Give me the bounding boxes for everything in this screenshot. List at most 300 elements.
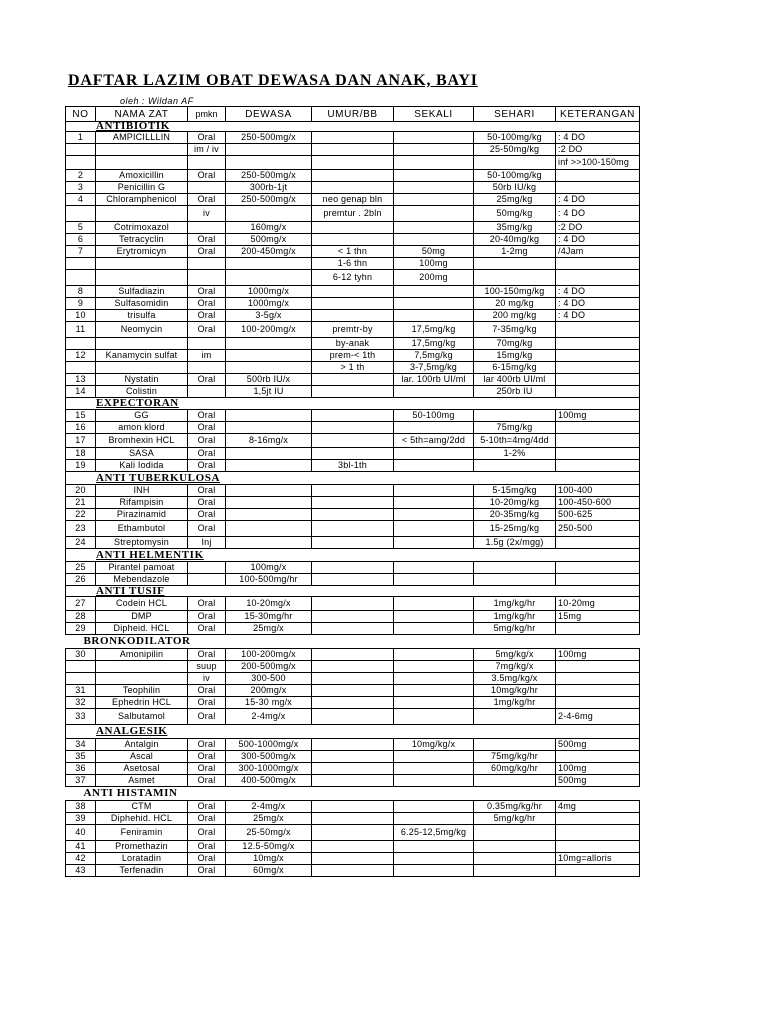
cell-sekali: [394, 509, 474, 521]
cell-no: [66, 270, 96, 286]
cell-sehari: 6-15mg/kg: [474, 362, 556, 374]
table-row: [66, 685, 640, 697]
cell-nama-zat: [96, 362, 188, 374]
cell-no: 4: [66, 194, 96, 206]
cell-sekali: [394, 649, 474, 661]
cell-no: 9: [66, 298, 96, 310]
cell-no: 32: [66, 697, 96, 709]
cell-no: 29: [66, 623, 96, 635]
cell-sekali: [394, 485, 474, 497]
cell-nama-zat: [96, 270, 188, 286]
cell-dewasa: 15-30 mg/x: [226, 697, 312, 709]
cell-sehari: 1mg/kg/hr: [474, 597, 556, 611]
cell-pmkn: Oral: [188, 422, 226, 434]
cell-no: 18: [66, 448, 96, 460]
cell-keterangan: [556, 422, 640, 434]
cell-pmkn: Oral: [188, 246, 226, 258]
cell-sekali: [394, 298, 474, 310]
cell-no: 17: [66, 434, 96, 448]
cell-keterangan: 15mg: [556, 611, 640, 623]
cell-dewasa: [226, 362, 312, 374]
cell-sekali: 50-100mg: [394, 410, 474, 422]
cell-dewasa: [226, 509, 312, 521]
cell-dewasa: 500rb IU/x: [226, 374, 312, 386]
table-row: [66, 661, 640, 673]
cell-keterangan: [556, 350, 640, 362]
cell-no: 22: [66, 509, 96, 521]
table-row: [66, 813, 640, 825]
table-row: [66, 338, 640, 350]
cell-dewasa: [226, 338, 312, 350]
cell-nama-zat: [96, 144, 188, 156]
cell-pmkn: Oral: [188, 410, 226, 422]
cell-sehari: 5mg/kg/x: [474, 649, 556, 661]
cell-umur-bb: [312, 182, 394, 194]
table-row: [66, 410, 640, 422]
cell-dewasa: 3-5g/x: [226, 310, 312, 322]
cell-umur-bb: [312, 673, 394, 685]
table-row: [66, 460, 640, 472]
cell-umur-bb: neo genap bln: [312, 194, 394, 206]
cell-umur-bb: [312, 574, 394, 586]
cell-pmkn: Oral: [188, 813, 226, 825]
cell-pmkn: Oral: [188, 485, 226, 497]
cell-dewasa: 160mg/x: [226, 222, 312, 234]
cell-dewasa: 200-500mg/x: [226, 661, 312, 673]
cell-pmkn: Oral: [188, 509, 226, 521]
cell-sekali: [394, 286, 474, 298]
cell-sekali: [394, 813, 474, 825]
cell-nama-zat: SASA: [96, 448, 188, 460]
cell-pmkn: [188, 222, 226, 234]
table-row: [66, 132, 640, 144]
table-row: [66, 362, 640, 374]
cell-pmkn: Oral: [188, 132, 226, 144]
cell-nama-zat: Ethambutol: [96, 521, 188, 537]
cell-sekali: [394, 170, 474, 182]
cell-keterangan: [556, 673, 640, 685]
table-row: [66, 422, 640, 434]
cell-pmkn: Oral: [188, 497, 226, 509]
cell-dewasa: 10-20mg/x: [226, 597, 312, 611]
table-row: [66, 853, 640, 865]
cell-no: 3: [66, 182, 96, 194]
cell-no: 41: [66, 841, 96, 853]
cell-pmkn: iv: [188, 206, 226, 222]
table-row: [66, 865, 640, 877]
cell-sehari: 7-35mg/kg: [474, 322, 556, 338]
section-title: ANTI HELMENTIK: [66, 549, 640, 562]
table-row: [66, 448, 640, 460]
cell-sehari: [474, 841, 556, 853]
cell-dewasa: 100mg/x: [226, 562, 312, 574]
cell-no: 13: [66, 374, 96, 386]
cell-sehari: 1-2mg: [474, 246, 556, 258]
header-nama-zat: NAMA ZAT: [96, 107, 188, 122]
cell-sekali: 6.25-12,5mg/kg: [394, 825, 474, 841]
cell-sekali: [394, 422, 474, 434]
cell-pmkn: [188, 270, 226, 286]
cell-nama-zat: Pirazinamid: [96, 509, 188, 521]
cell-umur-bb: [312, 739, 394, 751]
cell-no: 6: [66, 234, 96, 246]
cell-dewasa: [226, 537, 312, 549]
cell-keterangan: 500mg: [556, 739, 640, 751]
cell-no: [66, 144, 96, 156]
cell-pmkn: Oral: [188, 322, 226, 338]
cell-sehari: 200 mg/kg: [474, 310, 556, 322]
cell-pmkn: [188, 386, 226, 398]
table-row: [66, 170, 640, 182]
cell-sekali: [394, 562, 474, 574]
cell-dewasa: 8-16mg/x: [226, 434, 312, 448]
cell-sehari: 3.5mg/kg/x: [474, 673, 556, 685]
cell-no: [66, 156, 96, 170]
section-title: ANTIBIOTIK: [66, 122, 640, 132]
cell-dewasa: 250-500mg/x: [226, 194, 312, 206]
cell-nama-zat: Ephedrin HCL: [96, 697, 188, 709]
cell-keterangan: [556, 448, 640, 460]
cell-pmkn: Oral: [188, 865, 226, 877]
cell-nama-zat: [96, 258, 188, 270]
cell-no: 7: [66, 246, 96, 258]
cell-umur-bb: [312, 661, 394, 673]
cell-nama-zat: Cotrimoxazol: [96, 222, 188, 234]
cell-dewasa: [226, 144, 312, 156]
cell-pmkn: [188, 182, 226, 194]
cell-no: [66, 258, 96, 270]
table-row: [66, 374, 640, 386]
cell-nama-zat: Asetosal: [96, 763, 188, 775]
cell-dewasa: 2-4mg/x: [226, 801, 312, 813]
cell-sekali: [394, 521, 474, 537]
cell-pmkn: Oral: [188, 194, 226, 206]
cell-umur-bb: [312, 865, 394, 877]
table-row: [66, 322, 640, 338]
cell-no: 20: [66, 485, 96, 497]
table-row: [66, 485, 640, 497]
cell-nama-zat: CTM: [96, 801, 188, 813]
section-header-row: [66, 586, 640, 597]
cell-dewasa: 500-1000mg/x: [226, 739, 312, 751]
cell-dewasa: 25-50mg/x: [226, 825, 312, 841]
cell-sekali: [394, 763, 474, 775]
cell-no: [66, 362, 96, 374]
header-sekali: SEKALI: [394, 107, 474, 122]
cell-umur-bb: [312, 497, 394, 509]
cell-keterangan: [556, 362, 640, 374]
cell-sehari: 10-20mg/kg: [474, 497, 556, 509]
cell-sehari: 20-40mg/kg: [474, 234, 556, 246]
cell-nama-zat: INH: [96, 485, 188, 497]
cell-umur-bb: [312, 286, 394, 298]
table-row: [66, 709, 640, 725]
cell-sekali: 3-7,5mg/kg: [394, 362, 474, 374]
cell-umur-bb: [312, 222, 394, 234]
cell-pmkn: im: [188, 350, 226, 362]
cell-no: 19: [66, 460, 96, 472]
cell-sekali: 7,5mg/kg: [394, 350, 474, 362]
cell-sekali: [394, 661, 474, 673]
cell-nama-zat: Chloramphenicol: [96, 194, 188, 206]
table-row: [66, 234, 640, 246]
cell-umur-bb: [312, 709, 394, 725]
cell-nama-zat: Diphehid. HCL: [96, 813, 188, 825]
cell-no: 14: [66, 386, 96, 398]
cell-no: 12: [66, 350, 96, 362]
section-title: ANTI TUBERKULOSA: [66, 472, 640, 485]
cell-sehari: 60mg/kg/hr: [474, 763, 556, 775]
cell-dewasa: [226, 448, 312, 460]
cell-umur-bb: [312, 132, 394, 144]
cell-umur-bb: [312, 853, 394, 865]
document-title: DAFTAR LAZIM OBAT DEWASA DAN ANAK, BAYI: [68, 72, 478, 89]
cell-no: 24: [66, 537, 96, 549]
cell-pmkn: Oral: [188, 825, 226, 841]
cell-sekali: [394, 194, 474, 206]
cell-nama-zat: [96, 206, 188, 222]
cell-sehari: [474, 775, 556, 787]
cell-nama-zat: [96, 673, 188, 685]
cell-dewasa: 500mg/x: [226, 234, 312, 246]
cell-dewasa: 100-500mg/hr: [226, 574, 312, 586]
cell-umur-bb: [312, 374, 394, 386]
table-row: [66, 673, 640, 685]
table-row: [66, 763, 640, 775]
cell-sehari: lar 400rb UI/ml: [474, 374, 556, 386]
table-row: [66, 739, 640, 751]
cell-sehari: 75mg/kg/hr: [474, 751, 556, 763]
section-title: BRONKODILATOR: [83, 635, 191, 647]
cell-sekali: 200mg: [394, 270, 474, 286]
cell-nama-zat: Teophilin: [96, 685, 188, 697]
cell-umur-bb: premtur . 2bln: [312, 206, 394, 222]
cell-keterangan: :2 DO: [556, 144, 640, 156]
cell-no: 23: [66, 521, 96, 537]
table-row: [66, 156, 640, 170]
cell-dewasa: [226, 156, 312, 170]
cell-umur-bb: [312, 422, 394, 434]
cell-umur-bb: [312, 623, 394, 635]
cell-no: 26: [66, 574, 96, 586]
cell-dewasa: 60mg/x: [226, 865, 312, 877]
cell-sekali: lar. 100rb UI/ml: [394, 374, 474, 386]
table-row: [66, 246, 640, 258]
cell-keterangan: : 4 DO: [556, 310, 640, 322]
cell-nama-zat: Tetracyclin: [96, 234, 188, 246]
cell-no: 11: [66, 322, 96, 338]
cell-umur-bb: [312, 434, 394, 448]
cell-keterangan: [556, 574, 640, 586]
cell-sehari: 10mg/kg/hr: [474, 685, 556, 697]
cell-no: 15: [66, 410, 96, 422]
cell-pmkn: Oral: [188, 434, 226, 448]
cell-umur-bb: [312, 509, 394, 521]
cell-nama-zat: Dipheid. HCL: [96, 623, 188, 635]
cell-nama-zat: Ascal: [96, 751, 188, 763]
cell-pmkn: Oral: [188, 448, 226, 460]
cell-pmkn: [188, 156, 226, 170]
cell-keterangan: 10-20mg: [556, 597, 640, 611]
cell-no: 5: [66, 222, 96, 234]
cell-keterangan: 10mg=alloris: [556, 853, 640, 865]
cell-no: 16: [66, 422, 96, 434]
cell-sekali: [394, 460, 474, 472]
cell-dewasa: [226, 350, 312, 362]
cell-sekali: [394, 623, 474, 635]
cell-sehari: 5-10th=4mg/4dd: [474, 434, 556, 448]
header-dewasa: DEWASA: [226, 107, 312, 122]
cell-sekali: [394, 841, 474, 853]
cell-sehari: 25mg/kg: [474, 194, 556, 206]
table-row: [66, 144, 640, 156]
cell-sekali: [394, 156, 474, 170]
cell-pmkn: Oral: [188, 685, 226, 697]
section-header-row: [66, 472, 640, 485]
cell-umur-bb: [312, 841, 394, 853]
cell-umur-bb: 6-12 tyhn: [312, 270, 394, 286]
cell-sehari: 5mg/kg/hr: [474, 813, 556, 825]
cell-nama-zat: Amoxicillin: [96, 170, 188, 182]
cell-keterangan: : 4 DO: [556, 298, 640, 310]
cell-dewasa: 12.5-50mg/x: [226, 841, 312, 853]
cell-sekali: [394, 222, 474, 234]
cell-pmkn: Oral: [188, 374, 226, 386]
cell-pmkn: Oral: [188, 801, 226, 813]
cell-sekali: 10mg/kg/x: [394, 739, 474, 751]
cell-pmkn: Oral: [188, 649, 226, 661]
cell-umur-bb: [312, 697, 394, 709]
cell-keterangan: : 4 DO: [556, 206, 640, 222]
cell-umur-bb: [312, 597, 394, 611]
cell-nama-zat: [96, 661, 188, 673]
cell-dewasa: 250-500mg/x: [226, 170, 312, 182]
table-row: [66, 697, 640, 709]
cell-pmkn: Oral: [188, 170, 226, 182]
cell-nama-zat: Rifampisin: [96, 497, 188, 509]
cell-keterangan: /4Jam: [556, 246, 640, 258]
table-row: [66, 537, 640, 549]
cell-pmkn: Inj: [188, 537, 226, 549]
cell-dewasa: 300rb-1jt: [226, 182, 312, 194]
cell-sekali: 50mg: [394, 246, 474, 258]
cell-keterangan: [556, 865, 640, 877]
cell-pmkn: Oral: [188, 853, 226, 865]
cell-umur-bb: [312, 521, 394, 537]
table-row: [66, 611, 640, 623]
cell-no: 2: [66, 170, 96, 182]
cell-sehari: 1-2%: [474, 448, 556, 460]
cell-keterangan: 2-4-6mg: [556, 709, 640, 725]
cell-keterangan: 100mg: [556, 410, 640, 422]
cell-umur-bb: premtr-by: [312, 322, 394, 338]
cell-sehari: 1.5g (2x/mgg): [474, 537, 556, 549]
table-row: [66, 801, 640, 813]
cell-dewasa: 300-1000mg/x: [226, 763, 312, 775]
cell-dewasa: [226, 410, 312, 422]
cell-no: 27: [66, 597, 96, 611]
table-row: [66, 286, 640, 298]
cell-keterangan: [556, 661, 640, 673]
cell-dewasa: 1000mg/x: [226, 298, 312, 310]
cell-dewasa: 100-200mg/x: [226, 649, 312, 661]
cell-keterangan: [556, 386, 640, 398]
cell-umur-bb: [312, 751, 394, 763]
cell-umur-bb: [312, 144, 394, 156]
cell-nama-zat: Kanamycin sulfat: [96, 350, 188, 362]
section-title: ANTI TUSIF: [66, 586, 640, 597]
cell-dewasa: 200mg/x: [226, 685, 312, 697]
cell-umur-bb: [312, 825, 394, 841]
table-row: [66, 350, 640, 362]
cell-umur-bb: [312, 562, 394, 574]
cell-sekali: 17,5mg/kg: [394, 322, 474, 338]
cell-dewasa: 200-450mg/x: [226, 246, 312, 258]
cell-umur-bb: [312, 170, 394, 182]
cell-no: 38: [66, 801, 96, 813]
cell-sehari: 0.35mg/kg/hr: [474, 801, 556, 813]
cell-nama-zat: Erytromicyn: [96, 246, 188, 258]
cell-keterangan: 100mg: [556, 649, 640, 661]
cell-dewasa: 2-4mg/x: [226, 709, 312, 725]
cell-pmkn: Oral: [188, 597, 226, 611]
cell-dewasa: 1000mg/x: [226, 286, 312, 298]
cell-umur-bb: [312, 763, 394, 775]
cell-nama-zat: Asmet: [96, 775, 188, 787]
section-title: ANTI HISTAMIN: [83, 787, 178, 799]
cell-dewasa: [226, 206, 312, 222]
cell-umur-bb: [312, 410, 394, 422]
cell-no: 33: [66, 709, 96, 725]
cell-sekali: [394, 310, 474, 322]
cell-pmkn: Oral: [188, 234, 226, 246]
cell-nama-zat: [96, 338, 188, 350]
cell-nama-zat: Codein HCL: [96, 597, 188, 611]
cell-no: [66, 338, 96, 350]
cell-sekali: [394, 697, 474, 709]
cell-nama-zat: [96, 156, 188, 170]
cell-keterangan: [556, 322, 640, 338]
table-row: [66, 751, 640, 763]
table-row: [66, 562, 640, 574]
section-header-row: [66, 549, 640, 562]
cell-dewasa: 15-30mg/hr: [226, 611, 312, 623]
cell-sekali: [394, 537, 474, 549]
cell-umur-bb: [312, 310, 394, 322]
cell-keterangan: 100-450-600: [556, 497, 640, 509]
cell-keterangan: 100-400: [556, 485, 640, 497]
cell-pmkn: Oral: [188, 709, 226, 725]
cell-no: 8: [66, 286, 96, 298]
cell-sehari: 15mg/kg: [474, 350, 556, 362]
cell-keterangan: 250-500: [556, 521, 640, 537]
table-row: [66, 434, 640, 448]
cell-sekali: 17,5mg/kg: [394, 338, 474, 350]
cell-keterangan: [556, 623, 640, 635]
cell-no: 39: [66, 813, 96, 825]
cell-umur-bb: by-anak: [312, 338, 394, 350]
cell-dewasa: 400-500mg/x: [226, 775, 312, 787]
cell-umur-bb: [312, 801, 394, 813]
cell-sehari: 50mg/kg: [474, 206, 556, 222]
cell-pmkn: Oral: [188, 763, 226, 775]
cell-sekali: [394, 775, 474, 787]
cell-nama-zat: GG: [96, 410, 188, 422]
cell-sehari: 250rb IU: [474, 386, 556, 398]
section-header-row: [66, 635, 640, 649]
cell-sehari: 20 mg/kg: [474, 298, 556, 310]
cell-keterangan: [556, 841, 640, 853]
